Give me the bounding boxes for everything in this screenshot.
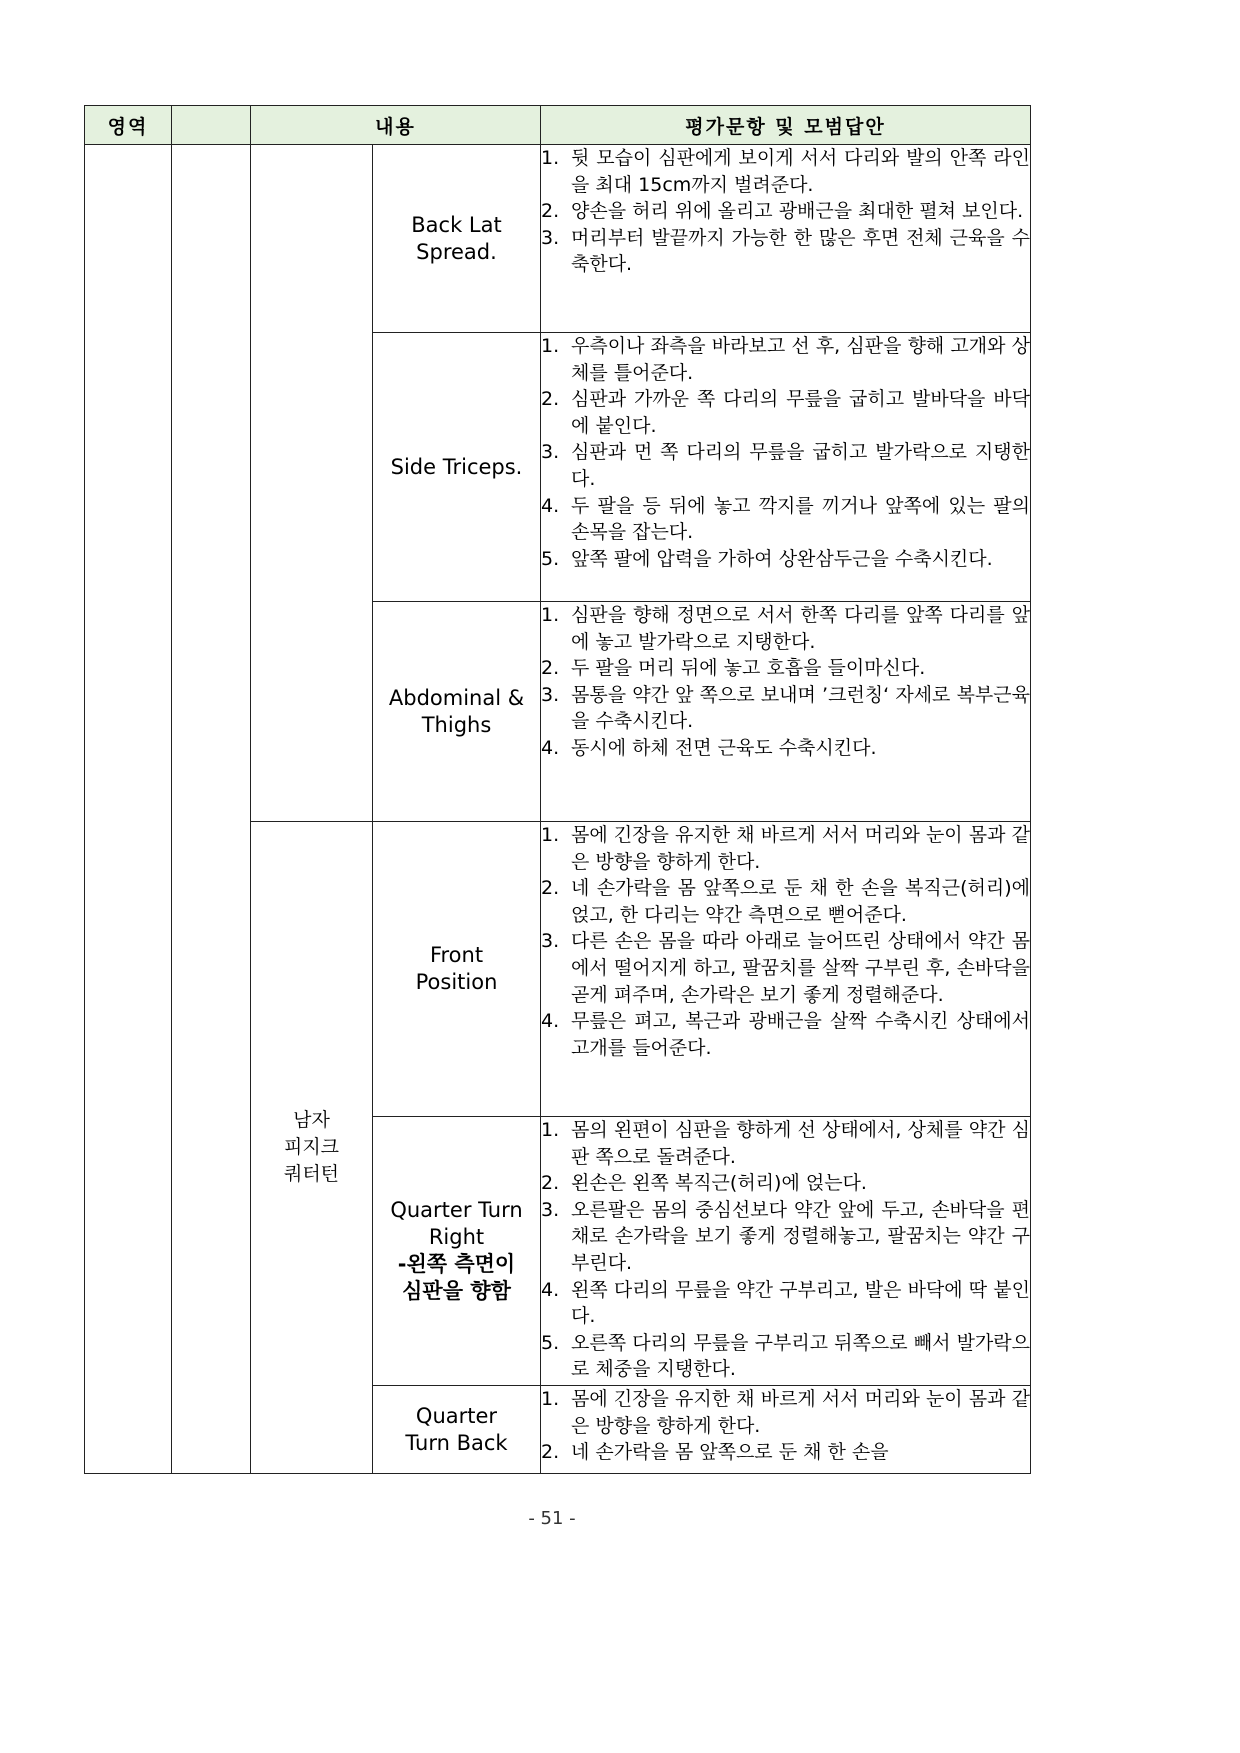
pose-steps xyxy=(541,1386,1031,1474)
header-area: 영역 xyxy=(85,106,172,145)
list-item: 1. 몸의 왼편이 심판을 향하게 선 상태에서, 상체를 약간 심판 쪽으로 돌려준다. xyxy=(541,1119,1030,1168)
list-item: 3. 머리부터 발끝까지 가능한 한 많은 후면 전체 근육을 수축한다. xyxy=(541,226,1030,276)
list-item: 1. 몸에 긴장을 유지한 채 바르게 서서 머리와 눈이 몸과 같은 방향을 향하게 한다. xyxy=(541,1388,1030,1437)
list-item: 5. 오른쪽 다리의 무릎을 구부리고 뒤쪽으로 빼서 발가락으로 체중을 지탱한다. xyxy=(541,1331,1030,1381)
pose-steps xyxy=(541,822,1031,1117)
pose-steps xyxy=(541,333,1031,602)
list-item: 3. 다른 손은 몸을 따라 아래로 늘어뜨린 상태에서 약간 몸에서 떨어지게 하고, 팔꿈치를 살짝 구부린 후, 손바닥을 곧게 펴주며, 손가락은 보기 좋게 정렬해준다. xyxy=(541,930,1030,1006)
list-item: 3. 몸통을 약간 앞 쪽으로 보내며 ’크런칭‘ 자세로 복부근육을 수축시킨다. xyxy=(541,683,1030,733)
list-item: 1. 우측이나 좌측을 바라보고 선 후, 심판을 향해 고개와 상체를 틀어준다. xyxy=(541,335,1030,384)
pose-name: Front Position xyxy=(373,822,541,1117)
pose-name: Back Lat Spread. xyxy=(373,145,541,333)
page-number: - 51 - xyxy=(528,1508,576,1529)
group-label: 남자 피지크 쿼터턴 xyxy=(251,822,373,1474)
pose-name: Side Triceps. xyxy=(373,333,541,602)
pose-name: Quarter Turn Back xyxy=(373,1386,541,1474)
list-item: 2. 두 팔을 머리 뒤에 놓고 호흡을 들이마신다. xyxy=(541,657,926,680)
list-item: 2. 네 손가락을 몸 앞쪽으로 둔 채 한 손을 복직근(허리)에 얹고, 한 다리는 약간 측면으로 뻗어준다. xyxy=(541,877,1030,926)
table-row xyxy=(85,145,1031,333)
list-item: 1. 몸에 긴장을 유지한 채 바르게 서서 머리와 눈이 몸과 같은 방향을 향하게 한다. xyxy=(541,824,1030,873)
pose-name: Abdominal & Thighs xyxy=(373,602,541,822)
pose-steps xyxy=(541,602,1031,822)
list-item: 5. 앞쪽 팔에 압력을 가하여 상완삼두근을 수축시킨다. xyxy=(541,547,993,570)
area-cell xyxy=(85,145,172,1474)
list-item: 4. 왼쪽 다리의 무릎을 약간 구부리고, 발은 바닥에 딱 붙인다. xyxy=(541,1278,1030,1328)
list-item: 3. 심판과 먼 쪽 다리의 무릎을 굽히고 발가락으로 지탱한다. xyxy=(541,441,1030,490)
list-item: 3. 오른팔은 몸의 중심선보다 약간 앞에 두고, 손바닥을 편 채로 손가락을 보기 좋게 정렬해놓고, 팔꿈치는 약간 구부린다. xyxy=(541,1198,1030,1274)
list-item: 4. 두 팔을 등 뒤에 놓고 깍지를 끼거나 앞쪽에 있는 팔의 손목을 잡는다. xyxy=(541,494,1030,544)
table-header-row xyxy=(85,106,1031,145)
header-content: 내용 xyxy=(251,106,541,145)
blank-cell xyxy=(172,145,251,1474)
header-eval: 평가문항 및 모범답안 xyxy=(541,106,1031,145)
list-item: 2. 심판과 가까운 쪽 다리의 무릎을 굽히고 발바닥을 바닥에 붙인다. xyxy=(541,388,1030,437)
group-cell-empty xyxy=(251,145,373,822)
pose-steps xyxy=(541,1117,1031,1386)
evaluation-table xyxy=(84,105,1031,1474)
list-item: 2. 왼손은 왼쪽 복직근(허리)에 얹는다. xyxy=(541,1172,867,1195)
list-item: 1. 뒷 모습이 심판에게 보이게 서서 다리와 발의 안쪽 라인을 최대 15cm까지 벌려준다. xyxy=(541,147,1030,196)
list-item: 2. 양손을 허리 위에 올리고 광배근을 최대한 펼쳐 보인다. xyxy=(541,200,1024,223)
list-item: 1. 심판을 향해 정면으로 서서 한쪽 다리를 앞쪽 다리를 앞에 놓고 발가락으로 지탱한다. xyxy=(541,604,1030,653)
list-item: 2. 네 손가락을 몸 앞쪽으로 둔 채 한 손을 xyxy=(541,1441,889,1464)
list-item: 4. 동시에 하체 전면 근육도 수축시킨다. xyxy=(541,736,877,759)
pose-name: Quarter Turn Right -왼쪽 측면이 심판을 향함 xyxy=(373,1117,541,1386)
header-blank xyxy=(172,106,251,145)
list-item: 4. 무릎은 펴고, 복근과 광배근을 살짝 수축시킨 상태에서 고개를 들어준다. xyxy=(541,1010,1030,1059)
pose-steps xyxy=(541,145,1031,333)
